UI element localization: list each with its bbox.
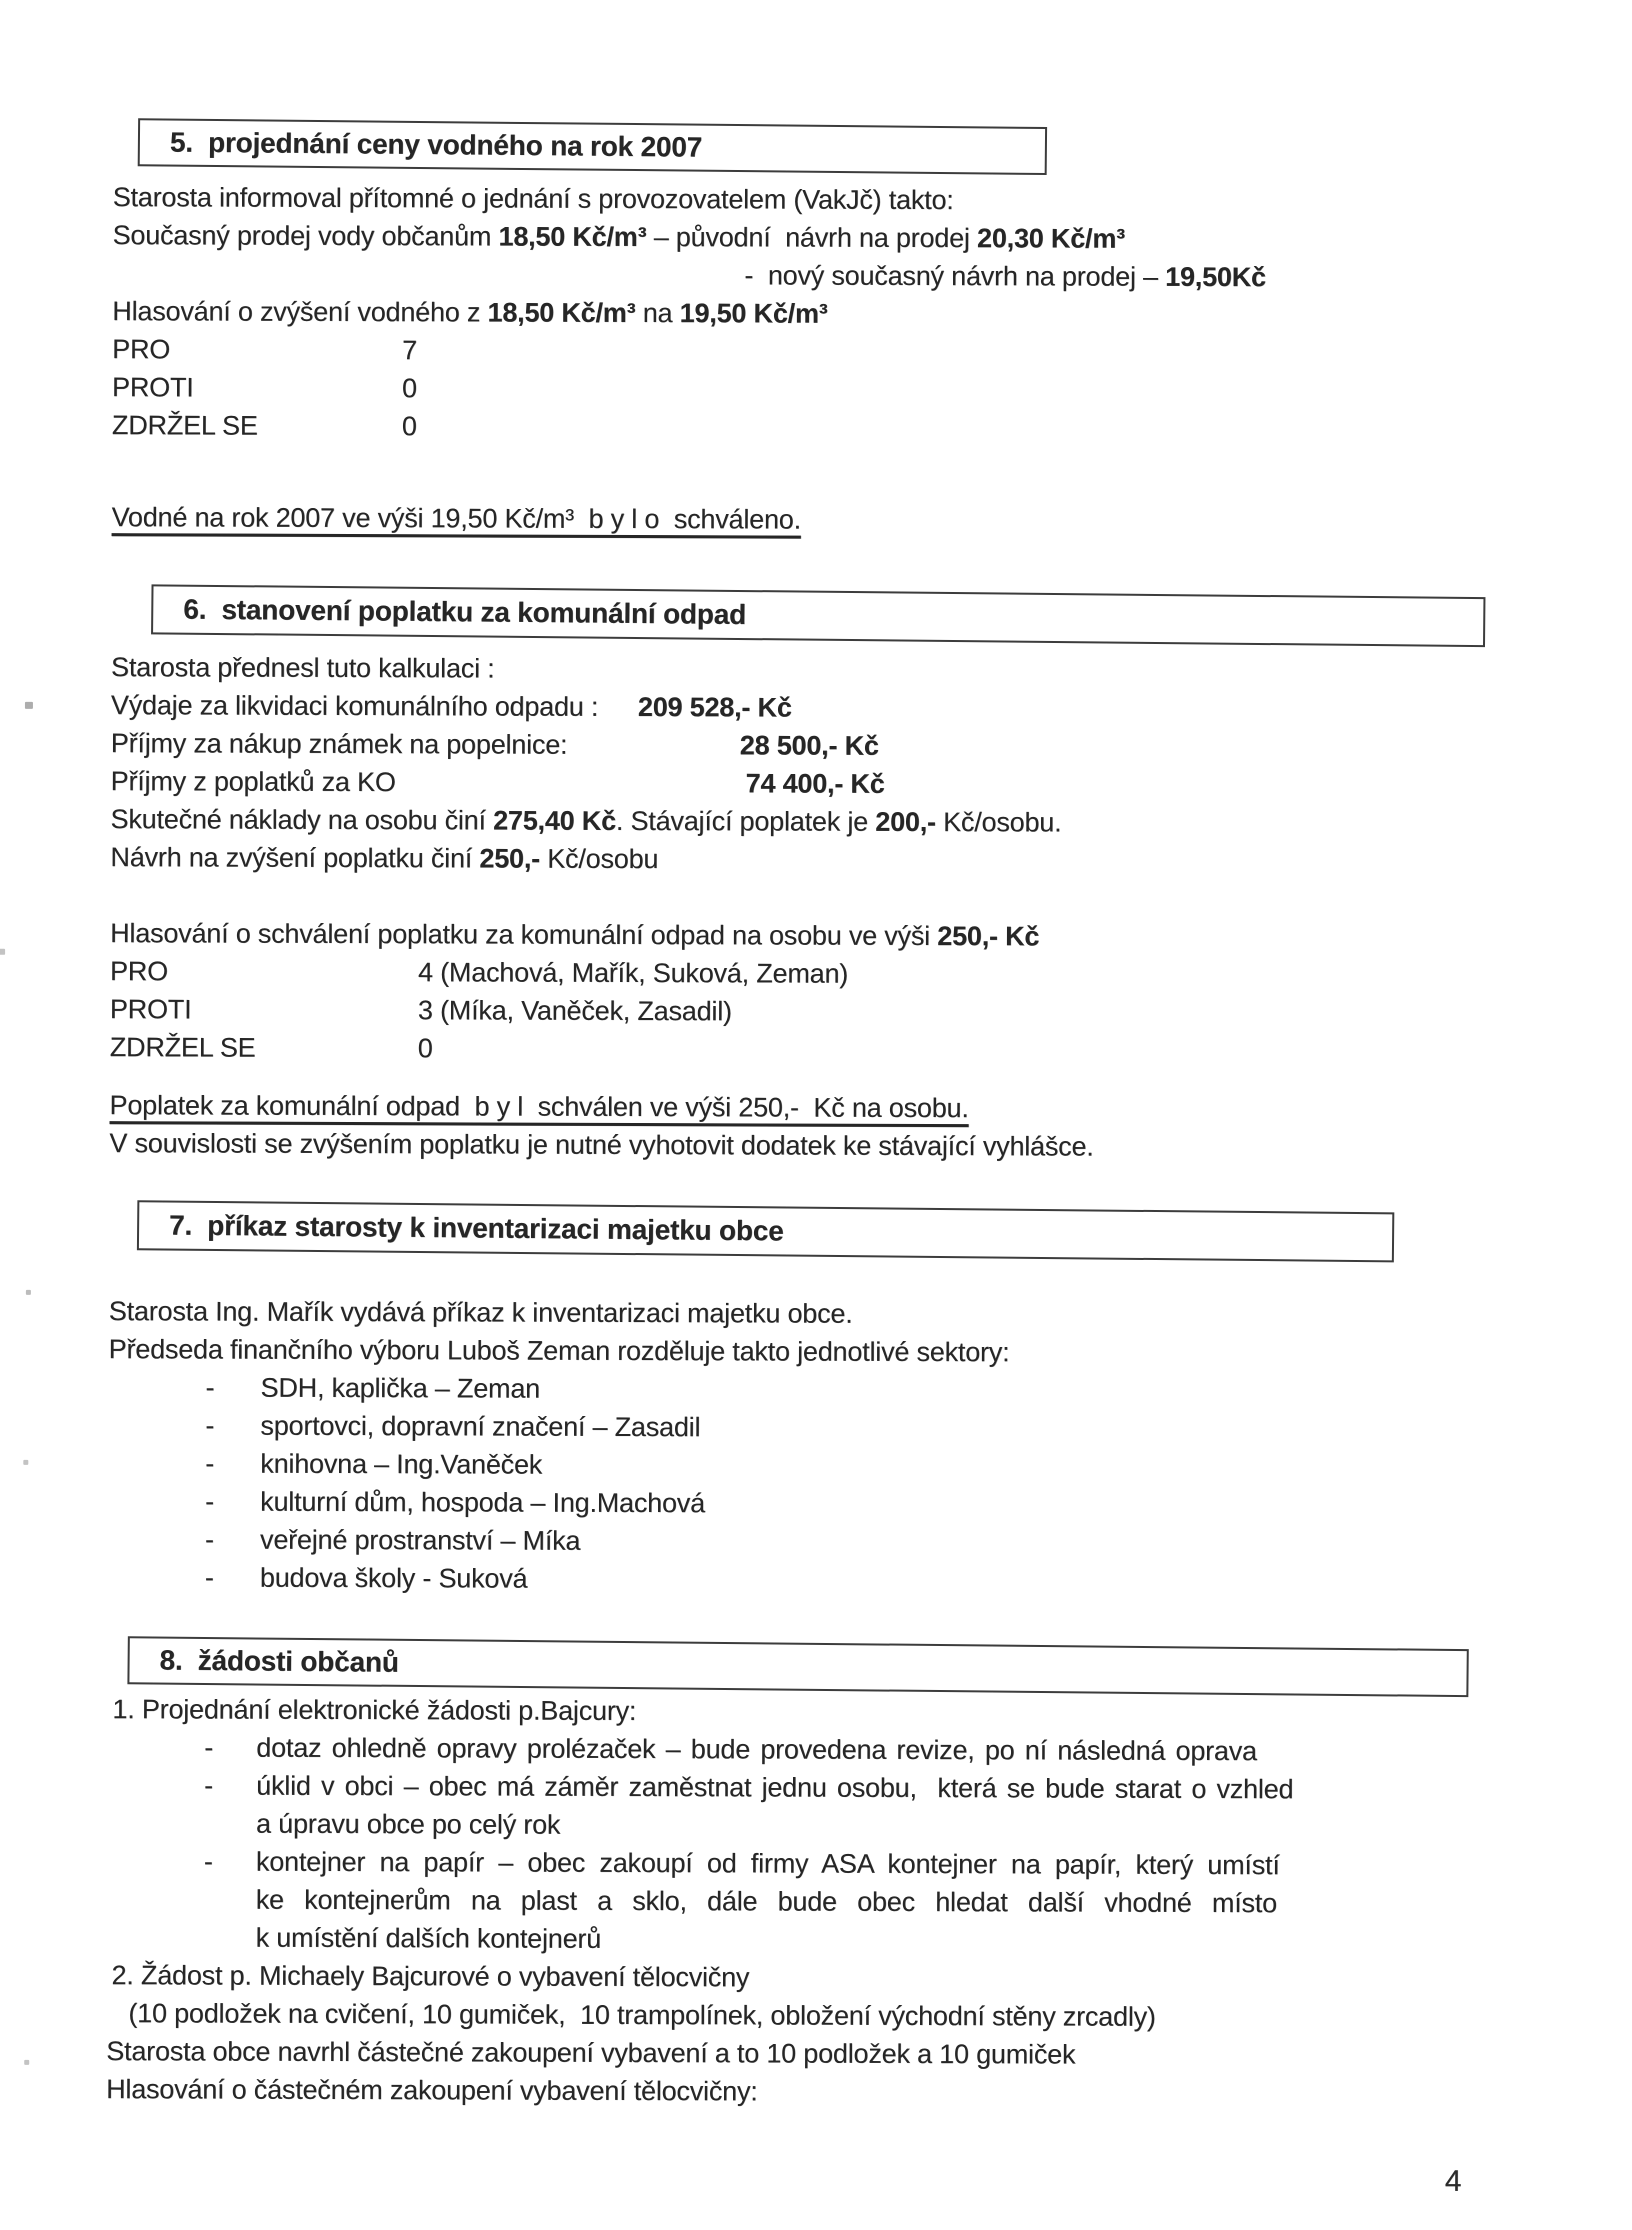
text-segment: 250,- Kč [937,921,1040,952]
text-line [112,254,1542,297]
text-line [106,2032,1546,2075]
text-segment: - [205,1448,215,1479]
text-line [112,406,1542,449]
text-line [110,1028,1540,1071]
text-line [107,1690,1547,1733]
text-segment: 275,40 Kč [493,805,616,836]
text-line [111,762,1541,805]
text-segment: Starosta přednesl tuto kalkulaci : [111,652,495,684]
text-segment: 18,50 Kč/m³ [498,221,647,253]
text-segment: 200,- [875,806,936,838]
section-7-title: 7. příkaz starosty k inventarizaci majetku obce [168,1209,784,1247]
text-segment: 0 [402,373,417,404]
section-6-body [110,648,1541,1071]
text-line [107,1728,1547,1771]
section-6-resolution [109,1086,1539,1167]
text-segment: - [204,1770,214,1801]
text-segment: Vodné na rok 2007 ve výši 19,50 Kč/m³ b y l o schváleno. [111,502,801,535]
text-line [108,1520,1538,1563]
text-segment: 0 [401,411,417,442]
text-line [109,1330,1539,1373]
text-segment: Hlasování o zvýšení vodného z [112,296,488,328]
text-segment: 20,30 Kč/m³ [977,223,1126,254]
text-segment: - nový současný návrh na prodej – [744,260,1166,292]
text-segment: Kč/osobu [539,843,659,875]
text-segment: úklid v obci – obec má záměr zaměstnat jednu osobu, která se bude starat o vzhled [256,1770,1294,1805]
text-segment: knihovna – Ing.Vaněček [260,1448,543,1480]
text-segment: Starosta informoval přítomné o jednání s provozovatelem (VakJč) takto: [112,182,954,216]
text-segment: - [205,1410,215,1441]
scan-speck [26,1290,31,1295]
text-segment: 1. Projednání elektronické žádosti p.Bajcury: [112,1694,637,1727]
text-segment: kulturní dům, hospoda – Ing.Machová [260,1486,706,1519]
text-segment: na [635,298,680,329]
scan-speck [0,949,5,955]
text-line [107,1918,1547,1961]
text-line [107,1842,1547,1885]
text-line [108,1558,1538,1601]
text-line [112,292,1542,335]
text-segment: dotaz ohledně opravy prolézaček – bude provedena revize, po ní následná oprava [256,1732,1257,1767]
text-line [109,1292,1539,1335]
section-8-title: 8. žádosti občanů [159,1644,399,1678]
text-segment: sportovci, dopravní značení – Zasadil [260,1410,701,1443]
section-5-body [112,178,1543,449]
text-segment: Současný prodej vody občanům [112,220,499,252]
text-segment: . Stávající poplatek je [615,805,876,837]
text-line [110,952,1540,995]
text-line [107,1804,1547,1847]
scan-speck [25,702,33,709]
text-segment: 7 [402,335,418,366]
section-5-title: 5. projednání ceny vodného na rok 2007 [169,126,703,163]
text-segment: 209 528,- Kč [637,692,792,723]
section-8-body [106,1690,1547,2113]
text-line [106,1956,1546,1999]
text-segment: Příjmy z poplatků za KO [110,766,396,798]
text-segment: Hlasování o částečném zakoupení vybavení tělocvičny: [106,2074,758,2107]
text-segment: 2. Žádost p. Michaely Bajcurové o vybavení tělocvičny [111,1960,750,1993]
text-segment: Příjmy za nákup známek na popelnice: [110,728,568,760]
text-line [110,800,1540,843]
text-segment: PROTI [112,372,194,403]
section-6-title: 6. stanovení poplatku za komunální odpad [183,593,747,631]
text-segment: (10 podložek na cvičení, 10 gumiček, 10 trampolínek, obložení východní stěny zrcadly) [128,1998,1156,2032]
text-line [112,498,1542,541]
text-line [107,1880,1547,1923]
text-segment: PROTI [109,994,192,1025]
text-segment: 3 (Míka, Vaněček, Zasadil) [417,995,732,1027]
text-segment: Poplatek za komunální odpad b y l schválen ve výši 250,- Kč na osobu. [109,1090,969,1124]
text-segment: - [204,1524,214,1555]
text-segment: Starosta obce navrhl částečné zakoupení vybavení a to 10 podložek a 10 gumiček [106,2036,1076,2070]
text-line [112,368,1542,411]
text-segment: ZDRŽEL SE [109,1032,256,1063]
text-segment: – původní návrh na prodej [646,222,978,254]
text-segment: - [204,1732,214,1763]
text-segment: Návrh na zvýšení poplatku činí [110,842,480,874]
text-segment: 18,50 Kč/m³ [487,297,636,329]
text-segment: budova školy - Suková [259,1562,528,1594]
text-line [110,914,1540,957]
text-segment: PRO [112,334,171,365]
text-segment: k umístění dalších kontejnerů [255,1922,602,1954]
text-line [109,1368,1539,1411]
text-segment: - [205,1486,215,1517]
text-segment: Kč/osobu. [935,807,1062,838]
text-line [111,724,1541,767]
section-7-body [108,1292,1539,1601]
text-segment: Hlasování o schválení poplatku za komunální odpad na osobu ve výši [110,918,938,952]
page-number: 4 [1444,2164,1462,2198]
section-6-header-box [151,584,1485,647]
text-line [112,330,1542,373]
section-5-resolution [112,498,1542,541]
text-segment: a úpravu obce po celý rok [256,1808,561,1840]
text-line [106,1994,1546,2037]
text-segment: Výdaje za likvidaci komunálního odpadu : [110,690,599,722]
section-5-header-box [138,118,1047,175]
text-segment: Skutečné náklady na osobu činí [110,804,494,836]
text-segment: 0 [417,1033,433,1064]
text-segment: Předseda finančního výboru Luboš Zeman rozděluje takto jednotlivé sektory: [108,1334,1010,1368]
text-line [108,1406,1538,1449]
text-segment: 250,- [479,843,541,874]
text-segment: - [204,1562,214,1593]
text-line [113,216,1543,259]
text-segment: 19,50 Kč/m³ [679,298,828,329]
text-segment: SDH, kaplička – Zeman [260,1372,541,1404]
scan-speck [23,1460,28,1465]
text-segment: V souvislosti se zvýšením poplatku je nutné vyhotovit dodatek ke stávající vyhlášce. [109,1128,1094,1162]
text-segment: kontejner na papír – obec zakoupí od firmy ASA kontejner na papír, který umístí [255,1846,1280,1881]
text-line [110,990,1540,1033]
text-segment: 19,50Kč [1165,261,1266,293]
section-8-header-box [127,1636,1468,1697]
text-segment: - [203,1846,213,1877]
text-line [111,686,1541,729]
text-line [113,178,1543,221]
section-7-header-box [137,1200,1394,1262]
scan-speck [24,2060,29,2065]
text-segment: 4 (Machová, Mařík, Suková, Zeman) [417,957,849,989]
text-segment: Starosta Ing. Mařík vydává příkaz k inventarizaci majetku obce. [108,1296,853,1329]
text-segment: 74 400,- Kč [745,768,885,799]
text-segment: veřejné prostranství – Míka [259,1524,581,1556]
text-segment: PRO [109,956,169,987]
text-line [109,1086,1539,1129]
text-line [106,2070,1546,2113]
text-line [108,1482,1538,1525]
text-line [110,838,1540,881]
text-line [107,1766,1547,1809]
text-segment: ZDRŽEL SE [111,410,258,441]
text-segment: - [205,1372,215,1403]
text-line [111,648,1541,691]
text-line [109,1124,1539,1167]
text-segment: ke kontejnerům na plast a sklo, dále bude obec hledat další vhodné místo [255,1884,1278,1919]
text-segment: 28 500,- Kč [739,730,879,761]
text-line [108,1444,1538,1487]
